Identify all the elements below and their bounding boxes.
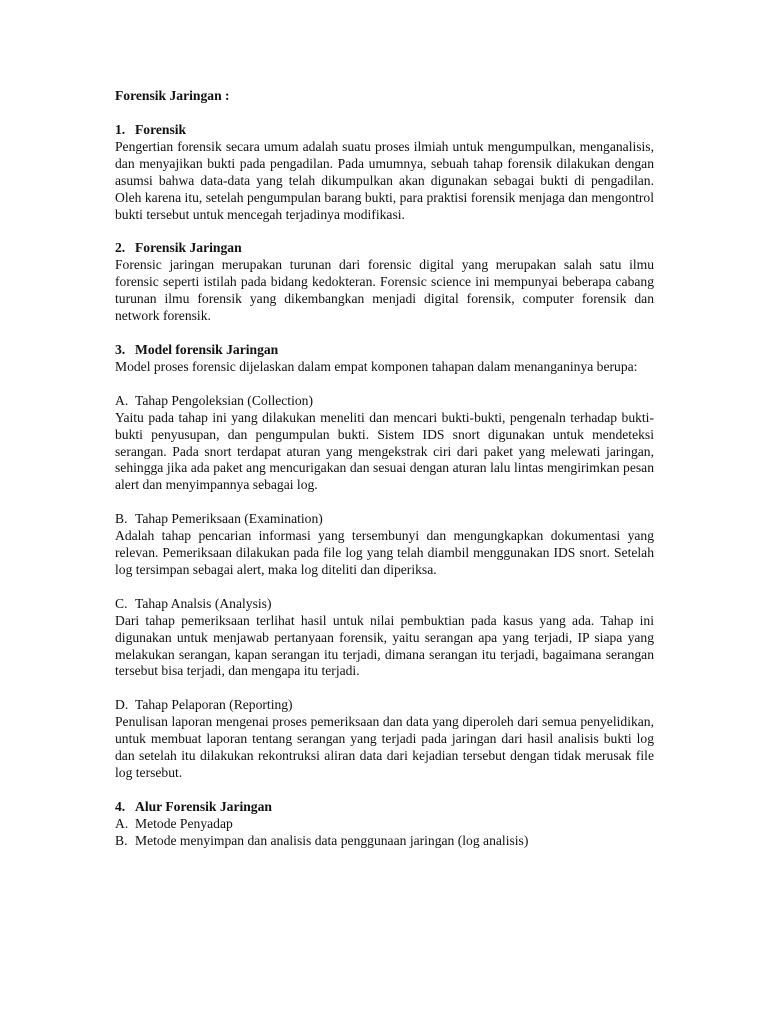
section-number: 1. <box>115 122 126 137</box>
list-text: Metode Penyadap <box>135 815 233 831</box>
section-title: Model forensik Jaringan <box>135 341 279 357</box>
section-number: 3. <box>115 341 126 357</box>
section-2-paragraph: Forensic jaringan merupakan turunan dari forensic digital yang merupakan salah satu ilmu forensic seperti istilah pada bidang kedokteran. Forensic science ini mempunyai beberapa cabang turunan ilmu forensik yang dikembangkan menjadi digital forensik, computer forensik dan network forensik. <box>115 257 654 324</box>
stage-c-text: Dari tahap pemeriksaan terlihat hasil untuk nilai pembuktian pada kasus yang ada. Tahap ini digunakan untuk menjawab pertanyaan forensik, yaitu serangan apa yang terjadi, IP siapa yang melakukan serangan, kapan serangan itu terjadi, dimana serangan itu terjadi, bagaimana serangan tersebut bisa terjadi, dan mengapa itu terjadi. <box>115 612 654 679</box>
stage-letter: D. <box>115 697 129 713</box>
section-3-intro: Model proses forensic dijelaskan dalam empat komponen tahapan dalam menanganinya berupa: <box>115 358 638 374</box>
section-number: 4. <box>115 798 126 814</box>
stage-a-text: Yaitu pada tahap ini yang dilakukan meneliti dan mencari bukti-bukti, pengenaln terhadap bukti-bukti penyusupan, dan pengumpulan bukti. Sistem IDS snort digunakan untuk mendeteksi serangan. Pada snort terdapat aturan yang mengekstrak ciri dari paket yang melewati jaringan, sehingga jika ada paket ang mencurigakan dan sesuai dengan aturan lalu lintas mengirimkan pesan alert dan menyimpannya sebagai log. <box>115 409 654 493</box>
stage-letter: C. <box>115 595 128 611</box>
stage-b-heading <box>115 511 654 528</box>
section-2-heading <box>115 240 654 257</box>
document-page <box>115 88 654 850</box>
stage-a-heading <box>115 393 654 410</box>
section-4-heading <box>115 799 654 816</box>
list-letter: A. <box>115 815 129 831</box>
section-title: Forensik Jaringan <box>135 240 242 256</box>
list-item <box>115 816 654 833</box>
stage-b-text: Adalah tahap pencarian informasi yang tersembunyi dan mengungkapkan dokumentasi yang relevan. Pemeriksaan dilakukan pada file log yang telah diambil menggunakan IDS snort. Setelah log tersimpan sebagai alert, maka log diteliti dan diperiksa. <box>115 528 654 577</box>
stage-title: Tahap Pengoleksian (Collection) <box>135 392 313 408</box>
stage-c-heading <box>115 596 654 613</box>
list-text: Metode menyimpan dan analisis data penggunaan jaringan (log analisis) <box>135 832 529 848</box>
stage-letter: A. <box>115 392 129 408</box>
list-letter: B. <box>115 832 128 848</box>
section-3-heading <box>115 342 654 359</box>
stage-d-text: Penulisan laporan mengenai proses pemeriksaan dan data yang diperoleh dari semua penyelidikan, untuk membuat laporan tentang serangan yang terjadi pada jaringan dari hasil analisis bukti log dan setelah itu dilakukan rekontruksi aliran data dari kejadian tersebut dengan tidak merusak file log tersebut. <box>115 714 654 780</box>
stage-title: Tahap Pelaporan (Reporting) <box>135 697 293 713</box>
stage-letter: B. <box>115 511 128 527</box>
stage-title: Tahap Analsis (Analysis) <box>135 595 272 611</box>
list-item <box>115 833 654 850</box>
section-1-paragraph: Pengertian forensik secara umum adalah suatu proses ilmiah untuk mengumpulkan, menganalisis, dan menyajikan bukti pada pengadilan. Pada umumnya, sebuah tahap forensik dilakukan dengan asumsi bahwa data-data yang telah dikumpulkan akan digunakan sebagai bukti di pengadilan. Oleh karena itu, setelah pengumpulan barang bukti, para praktisi forensik menjaga dan mengontrol bukti tersebut untuk mencegah terjadinya modifikasi. <box>115 138 654 222</box>
section-number: 2. <box>115 240 126 256</box>
section-title: Alur Forensik Jaringan <box>135 798 272 814</box>
section-title: Forensik <box>135 122 187 137</box>
section-1-heading <box>115 122 654 139</box>
document-title: Forensik Jaringan : <box>115 88 230 103</box>
stage-d-heading <box>115 697 654 714</box>
stage-title: Tahap Pemeriksaan (Examination) <box>135 511 323 527</box>
